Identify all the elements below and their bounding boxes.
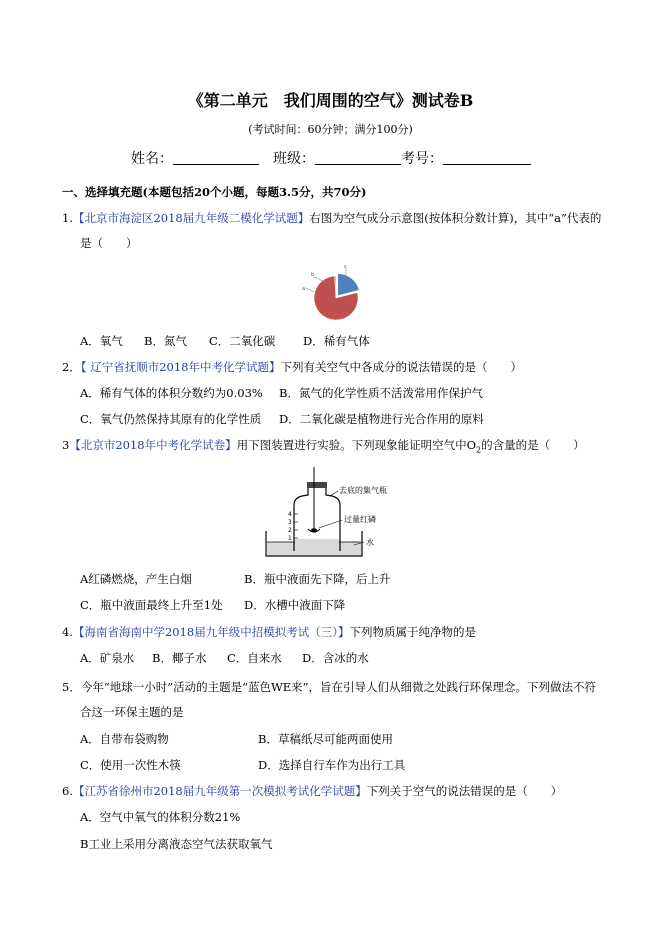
question-4-options	[80, 650, 500, 666]
question-number: 2．	[62, 360, 81, 374]
option-b[interactable]: B．草稿纸尽可能两面使用	[258, 732, 393, 746]
option-a[interactable]: A．矿泉水	[80, 651, 135, 665]
question-source: 【海南省海南中学2018届九年级中招模拟考试（三）】	[72, 625, 350, 639]
question-source: 【北京市2018年中考化学试卷】	[69, 438, 237, 452]
exam-number-field[interactable]	[443, 150, 531, 165]
question-stem: 下列有关空气中各成分的说法错误的是（ ）	[280, 360, 522, 374]
pie-label-c: c	[344, 264, 347, 270]
question-stem: 右图为空气成分示意图(按体积分数计算)，其中“a”代表的	[309, 211, 602, 225]
option-d[interactable]: D．选择自行车作为出行工具	[258, 758, 406, 772]
option-b[interactable]: B工业上采用分离液态空气法获取氧气	[80, 837, 273, 851]
question-5-stem-cont: 合这一环保主题的是	[80, 705, 184, 719]
pie-leader-a	[306, 288, 314, 292]
class-field[interactable]	[315, 150, 401, 165]
option-d[interactable]: D．二氧化碳是植物进行光合作用的原料	[279, 412, 484, 426]
option-d[interactable]: D．水槽中液面下降	[244, 598, 346, 612]
leader-bottle	[330, 491, 338, 496]
question-stem: 下列物质属于纯净物的是	[349, 625, 476, 639]
question-number: 4.	[62, 625, 73, 639]
red-phosphorus	[311, 528, 317, 532]
option-c[interactable]: C．自来水	[227, 651, 282, 665]
question-5	[62, 679, 596, 695]
bottle-water	[295, 539, 339, 551]
scale-label-1: 1	[288, 535, 292, 542]
option-b[interactable]: B．瓶中液面先下降，后上升	[244, 572, 391, 586]
name-label: 姓名：	[131, 151, 173, 167]
scale-marks	[294, 514, 298, 538]
option-c[interactable]: C．二氧化碳	[209, 334, 276, 348]
option-d[interactable]: D．含冰的水	[302, 651, 369, 665]
scale-label-3: 3	[288, 519, 292, 526]
section-header: 一、选择填充题(本题包括20个小题，每题3.5分，共70分)	[62, 185, 367, 199]
label-red-phosphorus: 过量红磷	[344, 515, 376, 524]
option-a[interactable]: A．氧气	[80, 334, 123, 348]
option-a[interactable]: A．自带布袋购物	[80, 732, 169, 746]
pie-label-b: b	[311, 272, 315, 278]
question-number: 3	[62, 438, 70, 452]
pie-label-a: a	[302, 286, 306, 292]
rubber-stopper	[307, 482, 327, 488]
question-number: 6.	[62, 784, 73, 798]
question-stem-end: 的含量的是（ ）	[481, 438, 585, 452]
option-a[interactable]: A红磷燃烧，产生白烟	[80, 572, 192, 586]
label-bottomless-bottle: 去底的集气瓶	[339, 486, 387, 495]
question-2-options-row2	[80, 411, 600, 427]
question-6	[62, 783, 562, 799]
question-number: 1.	[62, 211, 73, 225]
question-source: 【北京市海淀区2018届九年级二模化学试题】	[72, 211, 310, 225]
page-title: 《第二单元 我们周围的空气》测试卷B	[187, 91, 474, 110]
option-d[interactable]: D．稀有气体	[303, 334, 370, 348]
question-1-options	[80, 333, 480, 349]
option-c[interactable]: C．使用一次性木筷	[80, 758, 181, 772]
option-a[interactable]: A．空气中氧气的体积分数21%	[80, 810, 241, 824]
student-info-row	[131, 148, 531, 168]
question-stem: 今年“地球一小时”活动的主题是“蓝色WE来”，旨在引导人们从细微之处践行环保理念。下列做法不符	[80, 680, 597, 694]
question-3	[62, 437, 585, 458]
leader-phosphorus	[319, 520, 342, 528]
question-1-stem-cont: 是（ ）	[80, 236, 138, 250]
question-stem: 用下图装置进行实验。下列现象能证明空气中O	[236, 438, 477, 452]
option-a[interactable]: A．稀有气体的体积分数约为0.03%	[80, 386, 263, 400]
question-5-options-row2	[80, 757, 500, 773]
scale-label-4: 4	[288, 511, 292, 518]
pie-slices	[314, 274, 359, 320]
scale-label-2: 2	[288, 527, 292, 534]
question-2-options-row1	[80, 385, 600, 401]
question-1	[62, 210, 601, 226]
question-2	[62, 359, 522, 375]
option-c[interactable]: C．氧气仍然保持其原有的化学性质	[80, 412, 262, 426]
question-source: 【江苏省徐州市2018届九年级第一次模拟考试化学试题】	[72, 784, 367, 798]
air-composition-pie-chart	[302, 264, 364, 322]
question-4	[62, 624, 476, 640]
option-b[interactable]: B．氮气的化学性质不活泼常用作保护气	[279, 386, 483, 400]
question-number: 5．	[62, 680, 81, 694]
name-field[interactable]	[173, 150, 259, 165]
question-stem: 下列关于空气的说法错误的是（ ）	[366, 784, 563, 798]
question-source: 【 辽宁省抚顺市2018年中考化学试题】	[80, 360, 281, 374]
question-3-options-row1	[80, 571, 500, 587]
option-b[interactable]: B．椰子水	[152, 651, 207, 665]
exam-info: (考试时间：60分钟；满分100分)	[248, 123, 413, 136]
exam-number-label: 考号：	[401, 151, 443, 167]
option-c[interactable]: C．瓶中液面最终上升至1处	[80, 598, 223, 612]
label-water: 水	[366, 538, 374, 547]
question-5-options-row1	[80, 731, 500, 747]
option-b[interactable]: B．氮气	[144, 334, 187, 348]
class-label: 班级：	[273, 151, 315, 167]
apparatus-figure	[262, 465, 392, 561]
question-3-options-row2	[80, 597, 500, 613]
subscript: 2	[476, 445, 482, 455]
pie-slice-c	[338, 274, 359, 296]
